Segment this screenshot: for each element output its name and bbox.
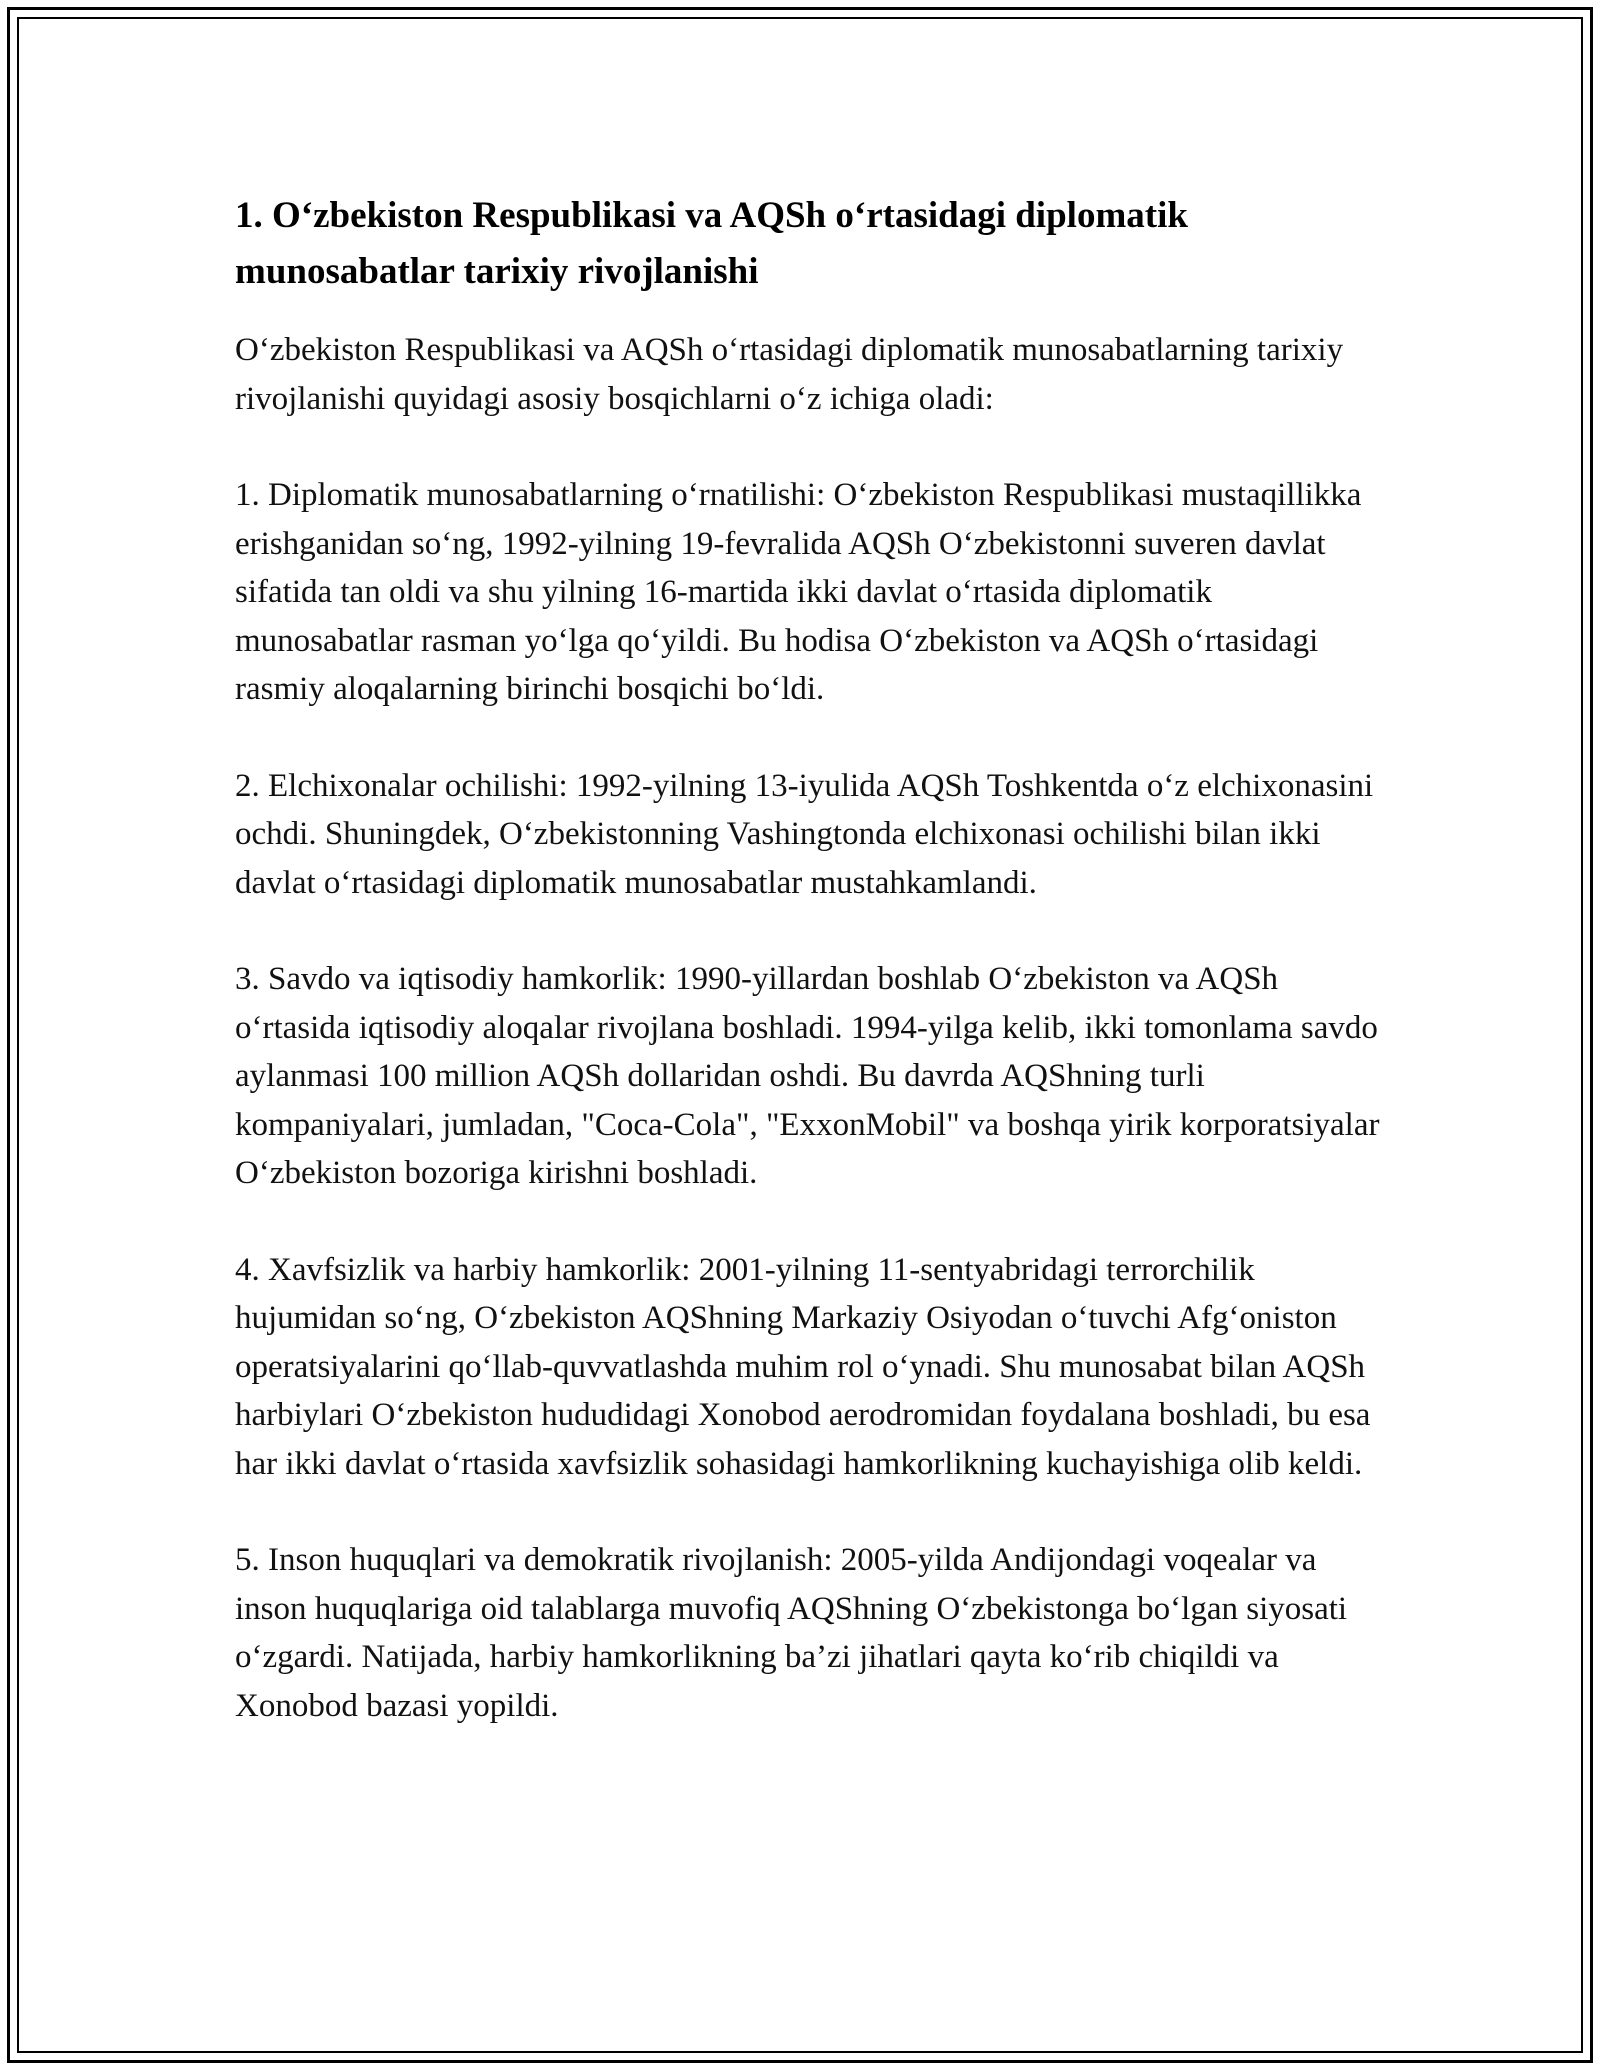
paragraph-diplomatic-relations: 1. Diplomatik munosabatlarning o‘rnatilishi: O‘zbekiston Respublikasi mustaqillikka erishganidan so‘ng, 1992-yilning 19-fevralida AQSh O‘zbekistonni suveren davlat sifatida tan oldi va shu yilning 16-martida ikki davlat o‘rtasida diplomatik munosabatlar rasman yo‘lga qo‘yildi. Bu hodisa O‘zbekiston va AQSh o‘rtasidagi rasmiy aloqalarning birinchi bosqichi bo‘ldi. [235, 477, 1362, 707]
paragraph-human-rights: 5. Inson huquqlari va demokratik rivojlanish: 2005-yilda Andijondagi voqealar va inson huquqlariga oid talablarga muvofiq AQShning O‘zbekistonga bo‘lgan siyosati o‘zgardi. Natijada, harbiy hamkorlikning ba’zi jihatlari qayta ko‘rib chiqildi va Xonobod bazasi yopildi. [235, 1542, 1348, 1724]
document-body [235, 188, 1385, 1730]
paragraph-embassies: 2. Elchixonalar ochilishi: 1992-yilning 13-iyulida AQSh Toshkentda o‘z elchixonasini ochdi. Shuningdek, O‘zbekistonning Vashingtonda elchixonasi ochilishi bilan ikki davlat o‘rtasidagi diplomatik munosabatlar mustahkamlandi. [235, 767, 1374, 901]
paragraph-security-military: 4. Xavfsizlik va harbiy hamkorlik: 2001-yilning 11-sentyabridagi terrorchilik hujumidan so‘ng, O‘zbekiston AQShning Markaziy Osiyodan o‘tuvchi Afg‘oniston operatsiyalarini qo‘llab-quvvatlashda muhim rol o‘ynadi. Shu munosabat bilan AQSh harbiylari O‘zbekiston hududidagi Xonobod aerodromidan foydalana boshladi, bu esa har ikki davlat o‘rtasida xavfsizlik sohasidagi hamkorlikning kuchayishiga olib keldi. [235, 1251, 1371, 1482]
intro-paragraph: O‘zbekiston Respublikasi va AQSh o‘rtasidagi diplomatik munosabatlarning tarixiy rivojlanishi quyidagi asosiy bosqichlarni o‘z ichiga oladi: [235, 332, 1344, 417]
paragraph-trade-economic: 3. Savdo va iqtisodiy hamkorlik: 1990-yillardan boshlab O‘zbekiston va AQSh o‘rtasida iqtisodiy aloqalar rivojlana boshladi. 1994-yilga kelib, ikki tomonlama savdo aylanmasi 100 million AQSh dollaridan oshdi. Bu davrda AQShning turli kompaniyalari, jumladan, "Coca-Cola", "ExxonMobil" va boshqa yirik korporatsiyalar O‘zbekiston bozoriga kirishni boshladi. [235, 961, 1380, 1191]
section-heading: 1. O‘zbekiston Respublikasi va AQSh o‘rtasidagi diplomatik munosabatlar tarixiy rivojlanishi [235, 195, 1188, 292]
